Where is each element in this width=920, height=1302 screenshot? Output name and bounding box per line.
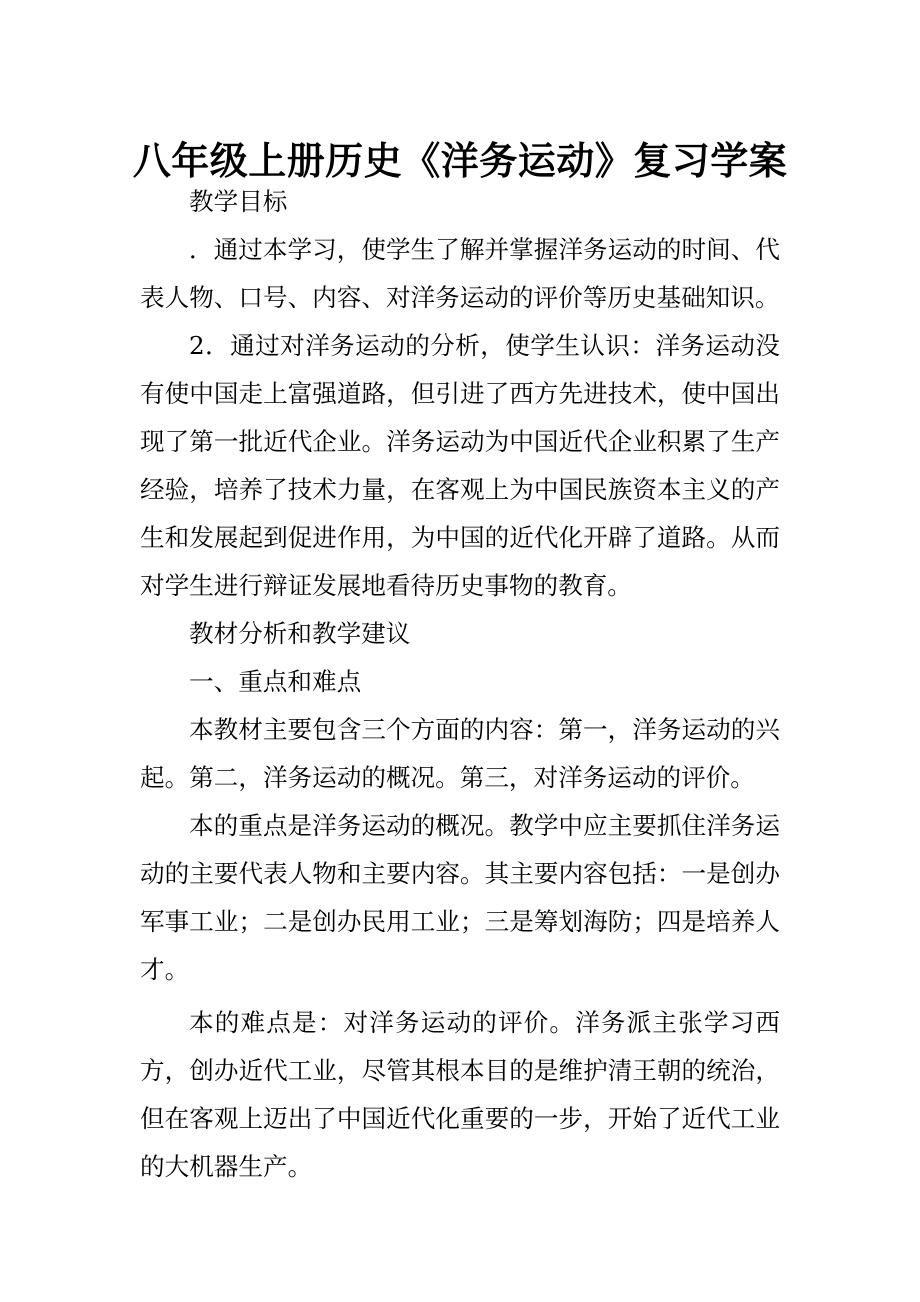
paragraph-goal-2: 2．通过对洋务运动的分析，使学生认识：洋务运动没有使中国走上富强道路，但引进了西方先进技术，使中国出现了第一批近代企业。洋务运动为中国近代企业积累了生产经验，培养了技术力量，在客观上为中国民族资本主义的产生和发展起到促进作用，为中国的近代化开辟了道路。从而对学生进行辩证发展地看待历史事物的教育。 — [140, 331, 780, 600]
section-heading-material-analysis: 教材分析和教学建议 — [189, 619, 411, 648]
subheading-key-and-difficult-points: 一、重点和难点 — [189, 667, 362, 696]
document-body — [140, 178, 780, 1191]
paragraph-goal-1: ．通过本学习，使学生了解并掌握洋务运动的时间、代表人物、口号、内容、对洋务运动的评价等历史基础知识。 — [140, 235, 780, 312]
paragraph-difficult-point: 本的难点是：对洋务运动的评价。洋务派主张学习西方，创办近代工业，尽管其根本目的是维护清王朝的统治，但在客观上迈出了中国近代化重要的一步，开始了近代工业的大机器生产。 — [140, 1008, 780, 1181]
document-title: 八年级上册历史《洋务运动》复习学案 — [132, 138, 788, 184]
section-heading-teaching-goals: 教学目标 — [189, 187, 288, 216]
paragraph-material-content: 本教材主要包含三个方面的内容：第一，洋务运动的兴起。第二，洋务运动的概况。第三，对洋务运动的评价。 — [140, 715, 780, 792]
paragraph-key-point: 本的重点是洋务运动的概况。教学中应主要抓住洋务运动的主要代表人物和主要内容。其主要内容包括：一是创办军事工业；二是创办民用工业；三是筹划海防；四是培养人才。 — [140, 811, 780, 984]
